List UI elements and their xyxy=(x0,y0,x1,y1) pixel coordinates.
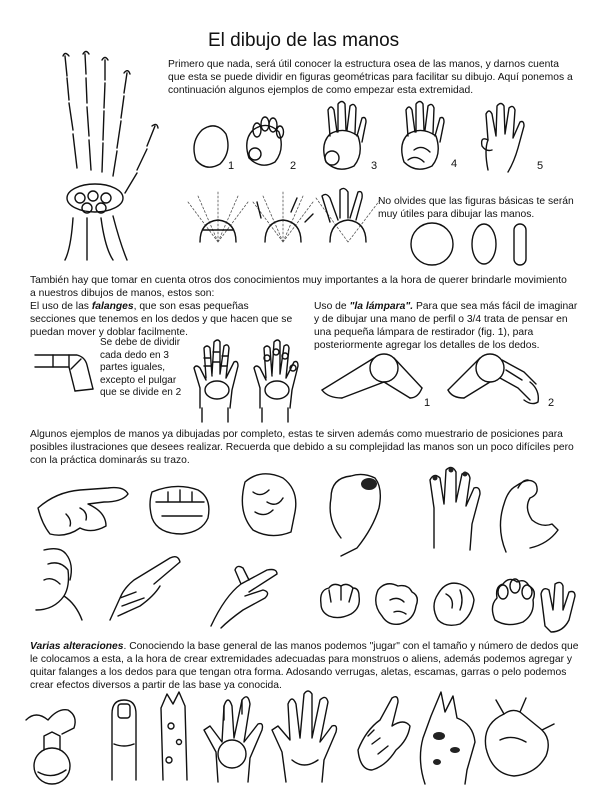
falanges-note: Se debe de dividir cada dedo en 3 partes iguales, excepto el pulgar que se divide en 2 xyxy=(100,337,182,398)
finger-segments-drawing xyxy=(33,345,95,397)
alteraciones-rest: . Conociendo la base general de las manos podemos "jugar" con el tamaño y número de dedos que le colocamos a esta, a la hora de crear extremidades adecuadas para monstruos o aliens, además podemos agregar y quitar falanges a los dedos para que tengan otra forma. Adosando verrugas, aletas, escamas, garras o pelo podemos crear efectos diversos a partir de las base ya conocida. xyxy=(30,641,579,691)
falanges-prefix: El uso de las xyxy=(30,301,92,312)
falanges-paragraph xyxy=(30,300,295,339)
example-hands-row-2 xyxy=(30,540,580,630)
alteraciones-paragraph xyxy=(30,640,580,692)
altered-hands-row xyxy=(22,690,582,790)
construction-step-4-drawing xyxy=(396,100,451,175)
lamp-figure-1 xyxy=(318,350,428,400)
hands-with-phalanges-drawing xyxy=(192,338,304,423)
construction-step-3-drawing xyxy=(318,100,373,175)
movement-paragraph: También hay que tomar en cuenta otros dos conocimientos muy importantes a la hora de querer brindarle movimiento a nuestros dibujos de manos, estos son: xyxy=(30,275,567,299)
lamp-label-1: 1 xyxy=(424,397,431,409)
page-title: El dibujo de las manos xyxy=(208,30,400,51)
step-number-3: 3 xyxy=(371,160,378,172)
falanges-rest: , que son esas pequeñas secciones que tenemos en los dedos y que hacen que se puedan mover y doblar facilmente. xyxy=(30,301,293,338)
lampara-term: "la lámpara". xyxy=(349,301,414,312)
examples-paragraph: Algunos ejemplos de manos ya dibujadas por completo, estas te sirven además como muestrario de posiciones para posibles ilustraciones que desees realizar. Recuerda que debido a su complejidad las manos son un poco difíciles pero con la práctica dominarás su trazo. xyxy=(30,429,574,466)
lampara-prefix: Uso de xyxy=(314,301,350,312)
step-number-5: 5 xyxy=(537,160,544,172)
construction-step-2-drawing xyxy=(243,110,293,172)
lamp-figure-2 xyxy=(444,350,554,408)
intro-paragraph: Primero que nada, será útil conocer la estructura osea de las manos, y darnos cuenta que esta se puede dividir en figuras geométricas para facilitar su dibujo. Aquí ponemos a continuación algunos ejemplos de como empezar esta extremidad. xyxy=(168,59,573,96)
lamp-label-2: 2 xyxy=(548,397,555,409)
alteraciones-term: Varias alteraciones xyxy=(30,641,124,652)
skeleton-hand-illustration xyxy=(35,48,165,263)
lampara-rest: Para que sea más fácil de imaginar y de dibujar una mano de perfil o 3/4 trata de pensar en una pequeña lámpara de restirador (fig. 1), para posteriormente agregar los detalles de los dedos. xyxy=(314,301,578,351)
step-number-1: 1 xyxy=(228,160,235,172)
shapes-note: No olvides que las figuras básicas te serán muy útiles para dibujar las manos. xyxy=(378,196,574,220)
falanges-term: falanges xyxy=(91,301,134,312)
step-number-2: 2 xyxy=(290,160,297,172)
construction-step-5-drawing xyxy=(478,100,533,175)
palm-construction-diagrams xyxy=(178,182,368,254)
basic-shapes xyxy=(410,220,530,270)
lampara-paragraph xyxy=(314,300,579,352)
step-number-4: 4 xyxy=(451,158,458,170)
